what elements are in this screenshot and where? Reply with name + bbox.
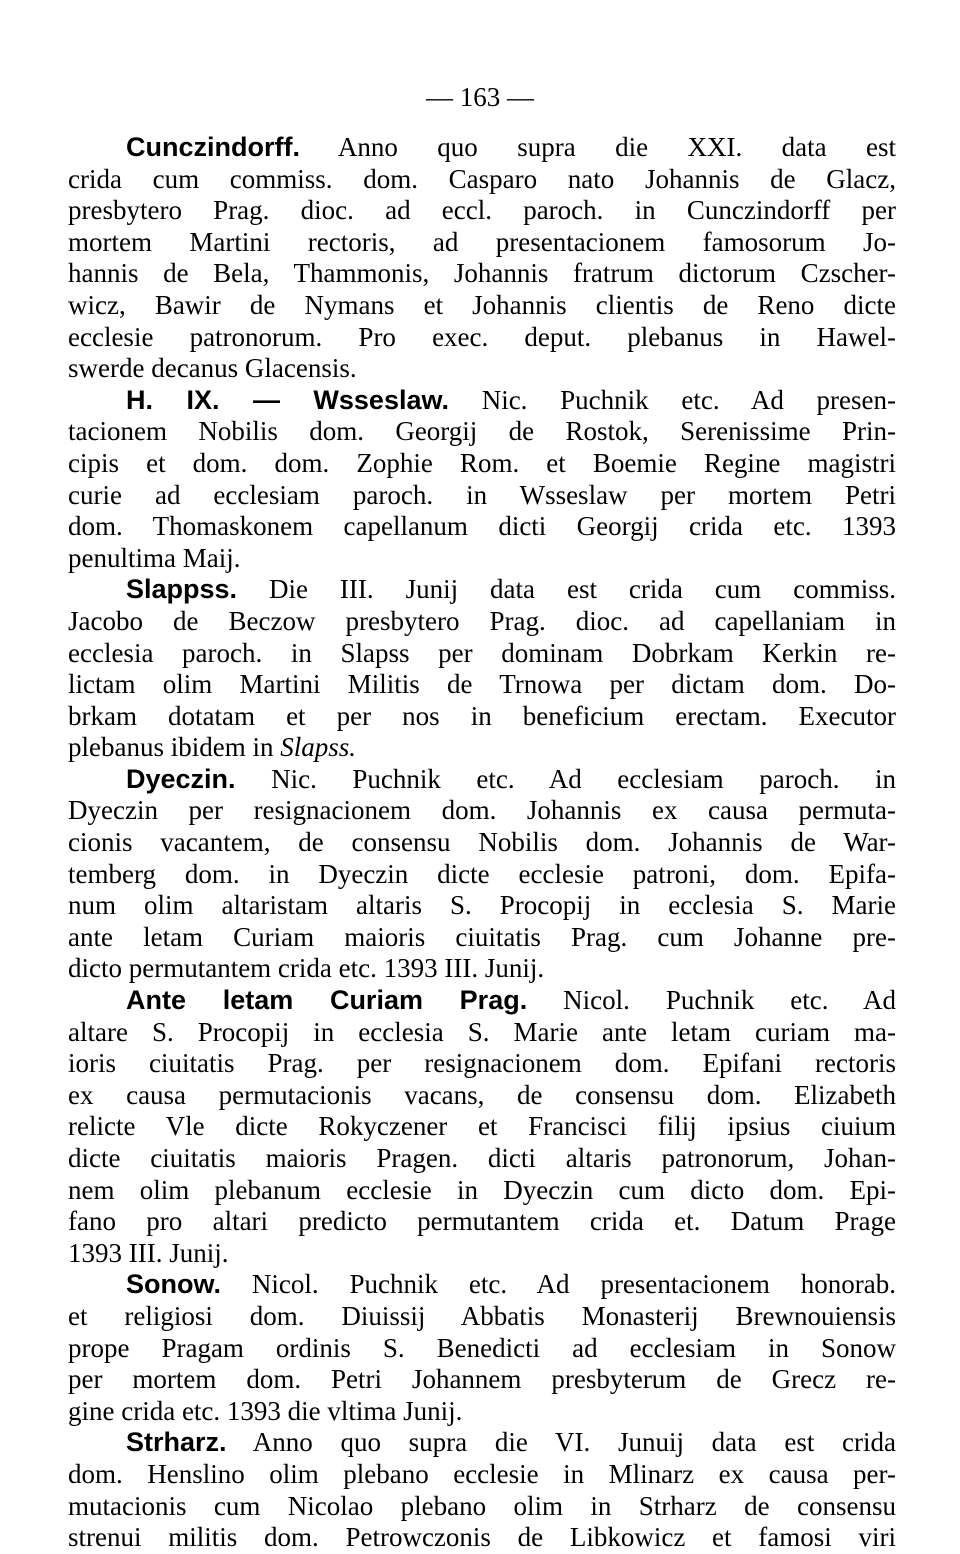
line-text: Nic. Puchnik etc. Ad presen- xyxy=(448,384,896,415)
text-line: gine crida etc. 1393 die vltima Junij. xyxy=(68,1395,463,1426)
text-line: ex causa permutacionis vacans, de consensu dom. Elizabeth xyxy=(68,1079,896,1110)
text-line: dom. Thomaskonem capellanum dicti Georgij crida etc. 1393 xyxy=(68,511,896,542)
page-number: — 163 — xyxy=(426,82,534,112)
text-line: tacionem Nobilis dom. Georgij de Rostok, Serenissime Prin- xyxy=(68,416,896,447)
text-line xyxy=(68,1427,896,1459)
text-line xyxy=(68,764,896,796)
text-line: temberg dom. in Dyeczin dicte ecclesie patroni, dom. Epifa- xyxy=(68,858,896,889)
text-line xyxy=(68,574,896,606)
text-line: hannis de Bela, Thammonis, Johannis fratrum dictorum Czscher- xyxy=(68,258,896,289)
text-line xyxy=(68,132,896,164)
text-line: per mortem dom. Petri Johannem presbyterum de Grecz re- xyxy=(68,1364,896,1395)
entry-heading: Cunczindorff. xyxy=(126,132,300,162)
italic-place-name: Slapss. xyxy=(280,732,356,763)
entry-heading: Ante letam Curiam Prag. xyxy=(126,985,528,1016)
text-line: prope Pragam ordinis S. Benedicti ad ecclesiam in Sonow xyxy=(68,1332,896,1363)
line-text: plebanus ibidem in xyxy=(68,732,281,763)
entry-heading: H. IX. — Wsseslaw. xyxy=(126,384,449,415)
line-text: Anno quo supra die VI. Junuij data est crida xyxy=(226,1427,896,1458)
text-line xyxy=(68,1269,896,1301)
text-line: ioris ciuitatis Prag. per resignacionem dom. Epifani rectoris xyxy=(68,1048,896,1079)
text-line xyxy=(68,732,896,764)
text-line: brkam dotatam et per nos in beneficium erectam. Executor xyxy=(68,700,896,731)
entry-heading: Strharz. xyxy=(126,1427,227,1458)
line-text: Nicol. Puchnik etc. Ad presentacionem honorab. xyxy=(221,1269,896,1300)
text-line xyxy=(68,385,896,417)
entry-heading: Slappss. xyxy=(126,574,238,605)
entry-heading: Sonow. xyxy=(126,1269,221,1300)
text-line: relicte Vle dicte Rokyczener et Francisci filij ipsius ciuium xyxy=(68,1111,896,1142)
text-line: ecclesie patronorum. Pro exec. deput. plebanus in Hawel- xyxy=(68,321,896,352)
text-line: 1393 III. Junij. xyxy=(68,1237,229,1268)
entry-heading: Dyeczin. xyxy=(126,763,236,794)
text-line xyxy=(68,985,896,1017)
text-line: presbytero Prag. dioc. ad eccl. paroch. in Cunczindorff per xyxy=(68,195,896,226)
text-line: fano pro altari predicto permutantem crida et. Datum Prage xyxy=(68,1206,896,1237)
text-line: Dyeczin per resignacionem dom. Johannis ex causa permuta- xyxy=(68,795,896,826)
line-text: Nic. Puchnik etc. Ad ecclesiam paroch. in xyxy=(235,763,896,794)
text-line: cionis vacantem, de consensu Nobilis dom. Johannis de War- xyxy=(68,827,896,858)
line-text: Anno quo supra die XXI. data est xyxy=(299,132,896,162)
text-line: wicz, Bawir de Nymans et Johannis clientis de Reno dicte xyxy=(68,289,896,320)
text-line: cipis et dom. dom. Zophie Rom. et Boemie Regine magistri xyxy=(68,447,896,478)
text-line: dicte ciuitatis maioris Pragen. dicti altaris patronorum, Johan- xyxy=(68,1143,896,1173)
line-text: Die III. Junij data est crida cum commiss. xyxy=(237,574,896,605)
line-text: Nicol. Puchnik etc. Ad xyxy=(527,985,896,1016)
text-line: strenui militis dom. Petrowczonis de Libkowicz et famosi viri xyxy=(68,1522,896,1553)
text-line: mortem Martini rectoris, ad presentacionem famosorum Jo- xyxy=(68,226,896,257)
text-line: swerde decanus Glacensis. xyxy=(68,353,357,384)
text-line: nem olim plebanum ecclesie in Dyeczin cum dicto dom. Epi- xyxy=(68,1174,896,1205)
text-line: crida cum commiss. dom. Casparo nato Johannis de Glacz, xyxy=(68,163,896,194)
text-line: num olim altaristam altaris S. Procopij in ecclesia S. Marie xyxy=(68,890,896,921)
text-line: dicto permutantem crida etc. 1393 III. Junij. xyxy=(68,953,545,984)
text-line: dom. Henslino olim plebano ecclesie in Mlinarz ex causa per- xyxy=(68,1458,896,1489)
text-line: penultima Maij. xyxy=(68,542,241,573)
text-line: altare S. Procopij in ecclesia S. Marie ante letam curiam ma- xyxy=(68,1016,896,1047)
text-line: curie ad ecclesiam paroch. in Wsseslaw per mortem Petri xyxy=(68,479,896,510)
text-line: lictam olim Martini Militis de Trnowa per dictam dom. Do- xyxy=(68,669,896,700)
text-line: Jacobo de Beczow presbytero Prag. dioc. ad capellaniam in xyxy=(68,605,896,636)
text-line: ante letam Curiam maioris ciuitatis Prag. cum Johanne pre- xyxy=(68,921,896,952)
document-body xyxy=(68,132,896,1554)
text-line: ecclesia paroch. in Slapss per dominam Dobrkam Kerkin re- xyxy=(68,637,896,668)
text-line: mutacionis cum Nicolao plebano olim in Strharz de consensu xyxy=(68,1490,896,1521)
text-line: et religiosi dom. Diuissij Abbatis Monasterij Brewnouiensis xyxy=(68,1300,896,1331)
